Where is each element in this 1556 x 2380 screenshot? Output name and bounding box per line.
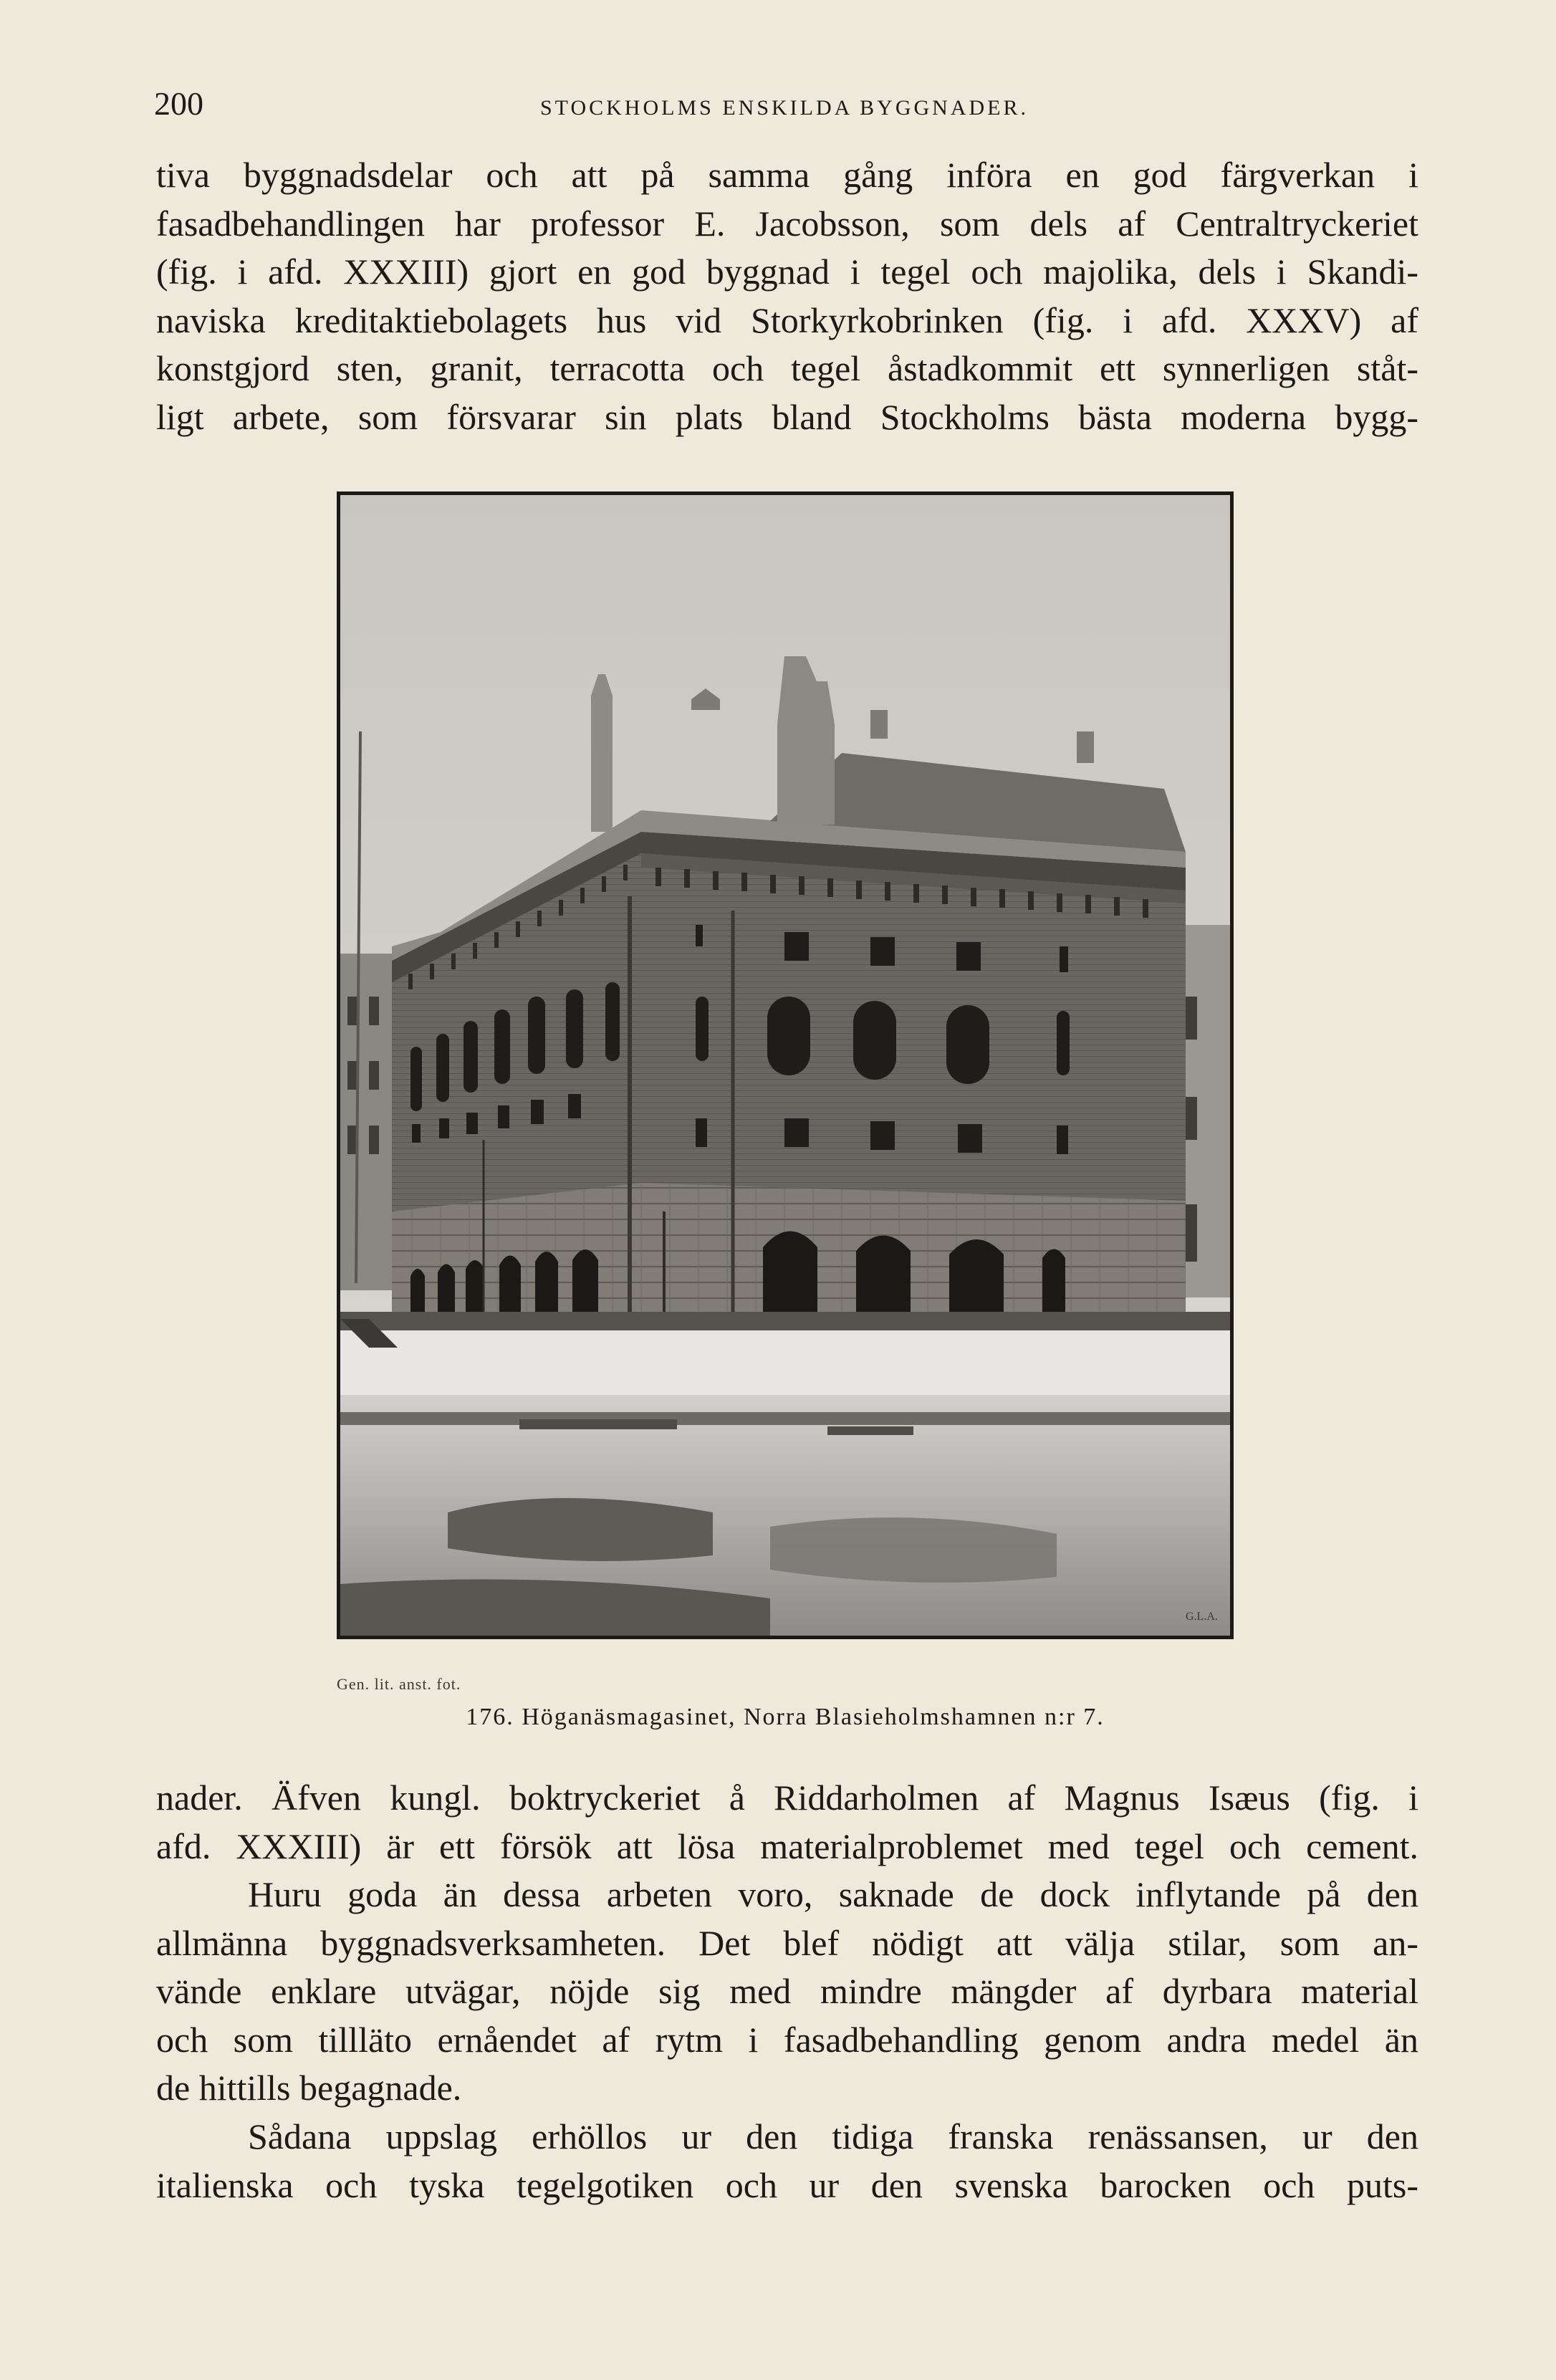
page-number: 200 <box>154 85 203 122</box>
photo-credit: Gen. lit. anst. fot. <box>337 1675 461 1693</box>
text-line: naviska kreditaktiebolagets hus vid Storkyrkobrinken (fig. i afd. XXXV) af <box>156 299 1418 340</box>
text-line: fasadbehandlingen har professor E. Jacobsson, som dels af Centraltryckeriet <box>156 203 1418 244</box>
text-line: och som tillläto ernåendet af rytm i fasadbehandling genom andra medel än <box>156 2019 1418 2060</box>
text-line: Sådana uppslag erhöllos ur den tidiga franska renässansen, ur den <box>248 2116 1418 2156</box>
paragraph-3 <box>156 2113 1418 2209</box>
text-line: Huru goda än dessa arbeten voro, saknade de dock inflytande på den <box>248 1874 1418 1914</box>
text-line: ligt arbete, som försvarar sin plats bland Stockholms bästa moderna bygg- <box>156 396 1418 437</box>
text-line: vände enklare utvägar, nöjde sig med mindre mängder af dyrbara material <box>156 1971 1418 2011</box>
paragraph-top <box>156 151 1418 441</box>
text-line: konstgjord sten, granit, terracotta och tegel åstadkommit ett synnerligen ståt- <box>156 348 1418 388</box>
paragraph-continued <box>156 1774 1418 1871</box>
text-line: italienska och tyska tegelgotiken och ur den svenska barocken och puts- <box>156 2164 1418 2205</box>
page-header <box>154 85 1415 128</box>
text-line: afd. XXXIII) är ett försök att lösa materialproblemet med tegel och cement. <box>156 1825 1418 1866</box>
engraver-signature: G.L.A. <box>1186 1611 1218 1623</box>
paragraph-2 <box>156 1871 1418 2113</box>
text-line: nader. Äfven kungl. boktryckeriet å Riddarholmen af Magnus Isæus (fig. i <box>156 1777 1418 1818</box>
figure-caption: 176. Höganäsmagasinet, Norra Blasieholmshamnen n:r 7. <box>466 1704 1105 1730</box>
running-head: STOCKHOLMS ENSKILDA BYGGNADER. <box>540 96 1029 120</box>
building-photograph <box>340 495 1230 1636</box>
text-line: (fig. i afd. XXXIII) gjort en god byggnad i tegel och majolika, dels i Skandi- <box>156 251 1418 292</box>
text-line: tiva byggnadsdelar och att på samma gång införa en god färgverkan i <box>156 155 1418 195</box>
text-line: de hittills begagnade. <box>156 2068 462 2108</box>
text-line: allmänna byggnadsverksamheten. Det blef nödigt att välja stilar, som an- <box>156 1922 1418 1963</box>
figure-photograph <box>337 491 1234 1639</box>
